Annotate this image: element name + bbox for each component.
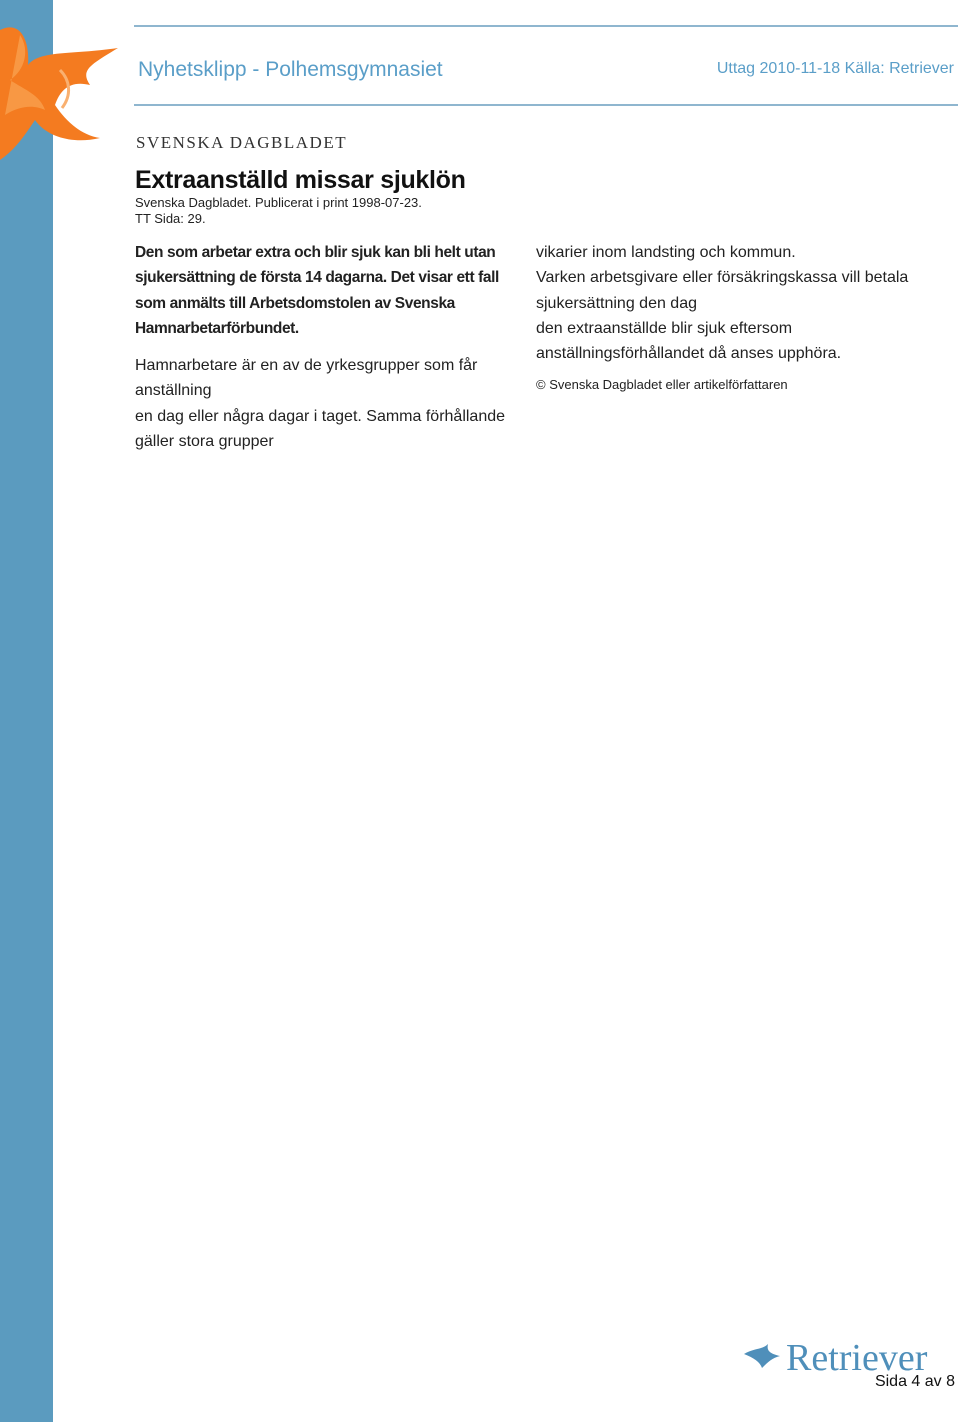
header-bottom-rule (134, 104, 958, 106)
article-line: vikarier inom landsting och kommun. (536, 244, 796, 261)
article-title: Extraanställd missar sjuklön (135, 166, 466, 194)
article-column-left (135, 240, 515, 454)
left-sidebar-band (0, 0, 53, 1422)
article-paragraph (536, 240, 946, 366)
article-line: Varken arbetsgivare eller försäkringskassa vill betala sjukersättning den dag (536, 269, 909, 312)
newspaper-masthead: SVENSKA DAGBLADET (136, 133, 348, 152)
fish-logo-icon (0, 10, 130, 160)
article-line: den extraanställde blir sjuk eftersom anställningsförhållandet då anses upphöra. (536, 319, 842, 363)
article-meta (135, 195, 422, 227)
retriever-logo-text: Retriever (786, 1337, 928, 1379)
article-column-right (536, 240, 946, 394)
article-paragraph (135, 353, 515, 454)
article-meta-line: TT Sida: 29. (135, 211, 206, 226)
header-title: Nyhetsklipp - Polhemsgymnasiet (138, 58, 443, 81)
retriever-bird-icon (744, 1344, 780, 1368)
header-meta: Uttag 2010-11-18 Källa: Retriever (716, 60, 954, 77)
copyright-notice: © Svenska Dagbladet eller artikelförfattaren (536, 377, 788, 393)
article-line: Hamnarbetare är en av de yrkesgrupper som får anställning (135, 357, 478, 400)
article-meta-line: Svenska Dagbladet. Publicerat i print 1998-07-23. (135, 195, 422, 210)
page-number: Sida 4 av 8 (874, 1373, 955, 1390)
header-top-rule (134, 25, 958, 27)
article-lead: Den som arbetar extra och blir sjuk kan bli helt utan sjukersättning de första 14 dagarna. Det visar ett fall som anmälts till Arbetsdomstolen av Svenska Hamnarbetarförbundet. (135, 244, 499, 337)
article-line: en dag eller några dagar i taget. Samma förhållande gäller stora grupper (135, 407, 506, 451)
